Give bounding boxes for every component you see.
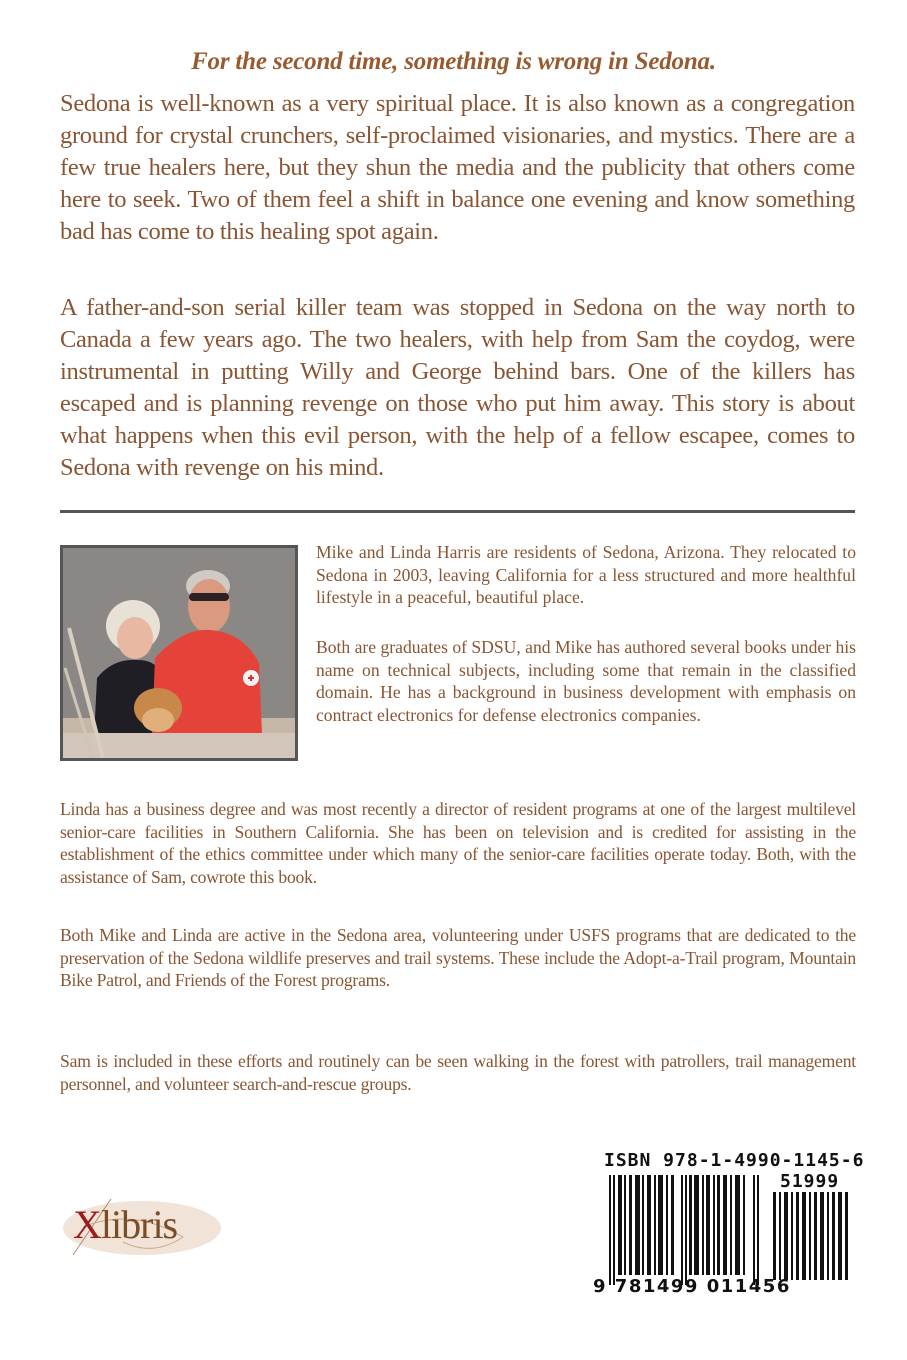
logo-x-letter: X	[73, 1202, 101, 1247]
bio-text: Both are graduates of SDSU, and Mike has authored several books under his name on technical subjects, including some that remain in the classified domain. He has a background in business development with emphasis on contract electronics for defense electronics companies.	[316, 637, 856, 725]
author-photo-icon	[63, 548, 295, 758]
bio-text: Sam is included in these efforts and routinely can be seen walking in the forest with patrollers, trail management personnel, and volunteer search-and-rescue groups.	[60, 1051, 856, 1094]
logo-rest: libris	[100, 1202, 178, 1247]
bio-paragraph-2	[316, 636, 856, 726]
bio-text: Mike and Linda Harris are residents of Sedona, Arizona. They relocated to Sedona in 2003, leaving California for a less structured and more healthful lifestyle in a peaceful, beautiful place.	[316, 542, 856, 608]
isbn-label: ISBN 978-1-4990-1145-6	[604, 1150, 865, 1171]
blurb-paragraph-1	[60, 88, 855, 248]
barcode-addon-bars-icon	[773, 1192, 849, 1280]
ean-digits: 9 781499 011456	[593, 1276, 791, 1297]
price-code: 51999	[780, 1171, 840, 1192]
logo-wordmark	[73, 1201, 177, 1248]
bio-text: Both Mike and Linda are active in the Sedona area, volunteering under USFS programs that are dedicated to the preservation of the Sedona wildlife preserves and trail systems. These include the Adopt-a-Trail program, Mountain Bike Patrol, and Friends of the Forest programs.	[60, 925, 856, 991]
blurb-text: A father-and-son serial killer team was stopped in Sedona on the way north to Canada a few years ago. The two healers, with help from Sam the coydog, were instrumental in putting Willy and George behind bars. One of the killers has escaped and is planning revenge on those who put him away. This story is about what happens when this evil person, with the help of a fellow escapee, comes to Sedona with revenge on his mind.	[60, 294, 855, 481]
bio-text: Linda has a business degree and was most recently a director of resident programs at one of the largest multilevel senior-care facilities in Southern California. She has been on television and is credited for assisting in the establishment of the ethics committee under which many of the senior-care facilities operate today. Both, with the assistance of Sam, cowrote this book.	[60, 799, 856, 887]
tagline: For the second time, something is wrong in Sedona.	[191, 48, 716, 75]
bio-paragraph-1	[316, 541, 856, 609]
blurb-paragraph-2	[60, 292, 855, 484]
blurb-text: Sedona is well-known as a very spiritual place. It is also known as a congregation ground for crystal crunchers, self-proclaimed visionaries, and mystics. There are a few true healers here, but they shun the media and the publicity that others come here to seek. Two of them feel a shift in balance one evening and know something bad has come to this healing spot again.	[60, 90, 855, 245]
publisher-logo	[63, 1197, 221, 1257]
section-divider	[60, 510, 855, 513]
barcode-main-bars-icon	[609, 1175, 759, 1285]
bio-paragraph-5	[60, 1050, 856, 1095]
bio-paragraph-3	[60, 798, 856, 888]
bio-paragraph-4	[60, 924, 856, 992]
author-photo	[60, 545, 298, 761]
